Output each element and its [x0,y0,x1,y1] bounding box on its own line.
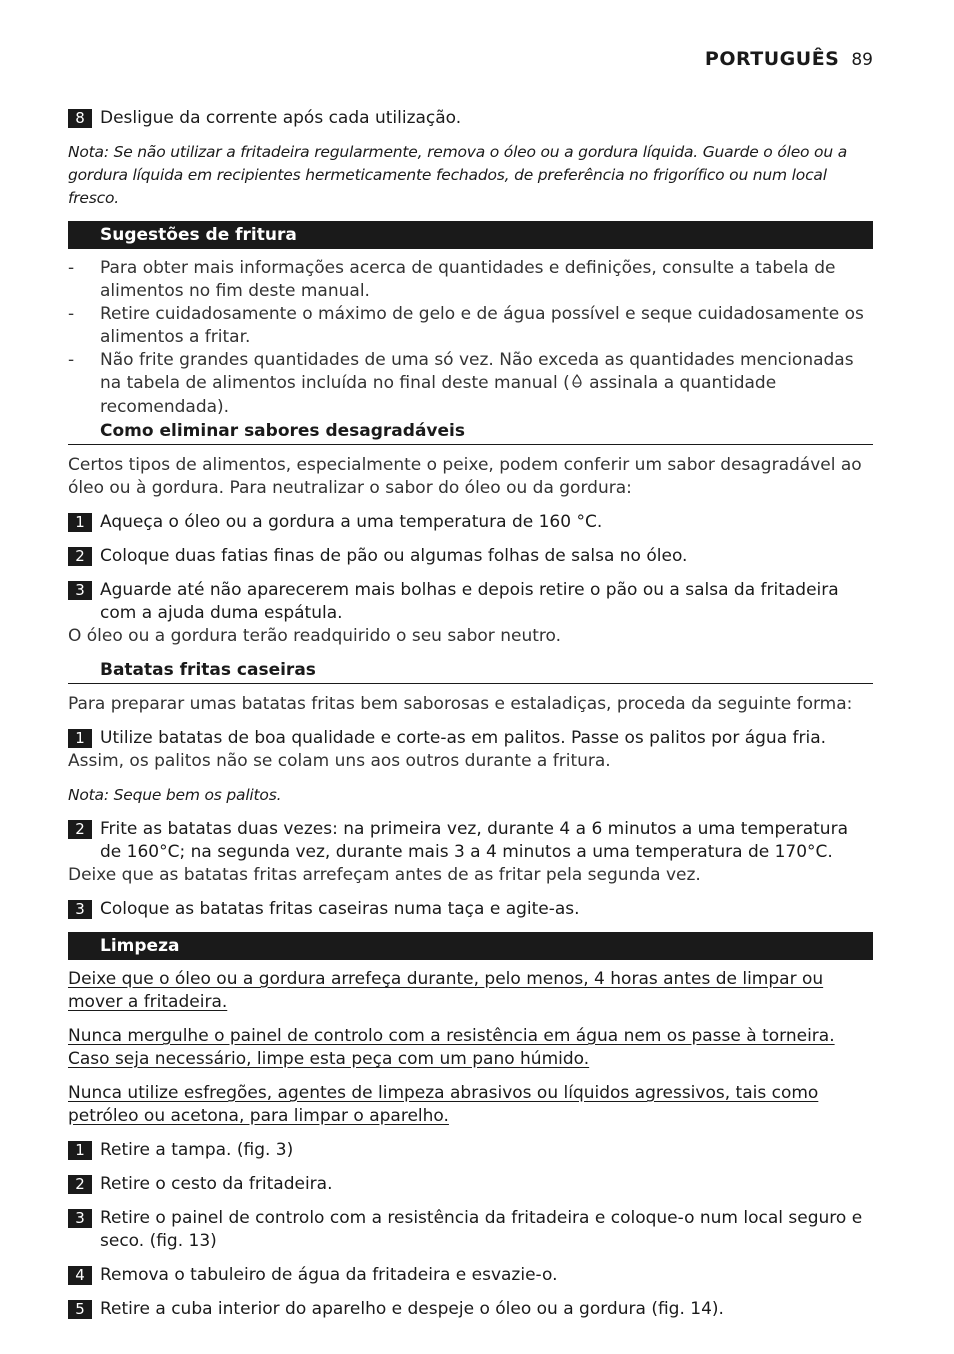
drop-icon [570,373,584,396]
fries-intro: Para preparar umas batatas fritas bem saborosas e estaladiças, proceda da seguinte forma: [68,694,853,714]
page-content [68,107,873,1332]
step-item [68,1298,873,1321]
step-text: Desligue da corrente após cada utilização. [100,108,462,128]
section-title-flavour: Como eliminar sabores desagradáveis [68,420,873,445]
step-text: Aguarde até não aparecerem mais bolhas e depois retire o pão ou a salsa da fritadeira com a ajuda duma espátula. [100,580,839,623]
step-text: Remova o tabuleiro de água da fritadeira e esvazie-o. [100,1265,558,1285]
warning-cooldown: Deixe que o óleo ou a gordura arrefeça durante, pelo menos, 4 horas antes de limpar ou mover a fritadeira. [68,969,824,1012]
step-item [68,727,873,750]
step-text: Frite as batatas duas vezes: na primeira vez, durante 4 a 6 minutos a uma temperatura de 160°C; na segunda vez, durante mais 3 a 4 minutos a uma temperatura de 170°C. [100,819,848,862]
step-text: Utilize batatas de boa qualidade e corte-as em palitos. Passe os palitos por água fria. [100,728,827,748]
manual-page [68,0,873,1354]
warning-no-abrasives: Nunca utilize esfregões, agentes de limpeza abrasivos ou líquidos agressivos, tais como petróleo ou acetona, para limpar o aparelho. [68,1083,819,1126]
step-item [68,1207,873,1253]
warning-no-water: Nunca mergulhe o painel de controlo com a resistência em água nem os passe à torneira. Caso seja necessário, limpe esta peça com um pano húmido. [68,1026,835,1069]
step-number: 3 [68,900,92,919]
step-number: 2 [68,1175,92,1194]
language-label: PORTUGUÊS [704,48,840,70]
step-item [68,107,873,130]
flavour-result: O óleo ou a gordura terão readquirido o seu sabor neutro. [68,626,561,646]
step-text: Retire a tampa. (fig. 3) [100,1140,294,1160]
step-text: Coloque duas fatias finas de pão ou algumas folhas de salsa no óleo. [100,546,688,566]
step-text: Retire o painel de controlo com a resistência da fritadeira e coloque-o num local seguro e seco. (fig. 13) [100,1208,863,1251]
step-number: 1 [68,729,92,748]
step-text: Coloque as batatas fritas caseiras numa taça e agite-as. [100,899,580,919]
step-number: 1 [68,1141,92,1160]
step-text: Aqueça o óleo ou a gordura a uma temperatura de 160 °C. [100,512,603,532]
step-number: 4 [68,1266,92,1285]
section-title-fries: Batatas fritas caseiras [68,659,873,684]
step-number: 3 [68,581,92,600]
step-number: 2 [68,547,92,566]
list-item: - Para obter mais informações acerca de quantidades e definições, consulte a tabela de alimentos no fim deste manual. [68,258,836,301]
page-number: 89 [851,50,873,70]
page-header [705,48,873,70]
step-item [68,1139,873,1162]
step-text: Retire a cuba interior do aparelho e despeje o óleo ou a gordura (fig. 14). [100,1299,724,1319]
step-item [68,511,873,534]
list-item: - Retire cuidadosamente o máximo de gelo e de água possível e seque cuidadosamente os alimentos a fritar. [68,304,864,347]
step-item [68,545,873,568]
fries-step1-result: Assim, os palitos não se colam uns aos outros durante a fritura. [68,751,611,771]
flavour-intro: Certos tipos de alimentos, especialmente o peixe, podem conferir um sabor desagradável ao óleo ou à gordura. Para neutralizar o sabor do óleo ou da gordura: [68,455,862,498]
section-title-tips: Sugestões de fritura [68,221,873,249]
step-item [68,1173,873,1196]
step-number: 1 [68,513,92,532]
fries-step2-result: Deixe que as batatas fritas arrefeçam antes de as fritar pela segunda vez. [68,865,701,885]
tips-list [68,257,873,419]
note-storage: Nota: Se não utilizar a fritadeira regularmente, remova o óleo ou a gordura líquida. Guarde o óleo ou a gordura líquida em recipientes hermeticamente fechados, de preferência no frigorífico ou num local fresco. [68,143,847,207]
step-number: 8 [68,109,92,128]
step-item [68,898,873,921]
list-item: - Não frite grandes quantidades de uma só vez. Não exceda as quantidades mencionadas na tabela de alimentos incluída no final deste manual ( assinala a quantidade recomendada). [68,350,854,417]
step-item [68,579,873,625]
step-number: 3 [68,1209,92,1228]
step-item [68,1264,873,1287]
step-item [68,818,873,864]
step-number: 5 [68,1300,92,1319]
step-number: 2 [68,820,92,839]
note-dry: Nota: Seque bem os palitos. [68,786,282,804]
section-title-cleaning: Limpeza [68,932,873,960]
step-text: Retire o cesto da fritadeira. [100,1174,333,1194]
